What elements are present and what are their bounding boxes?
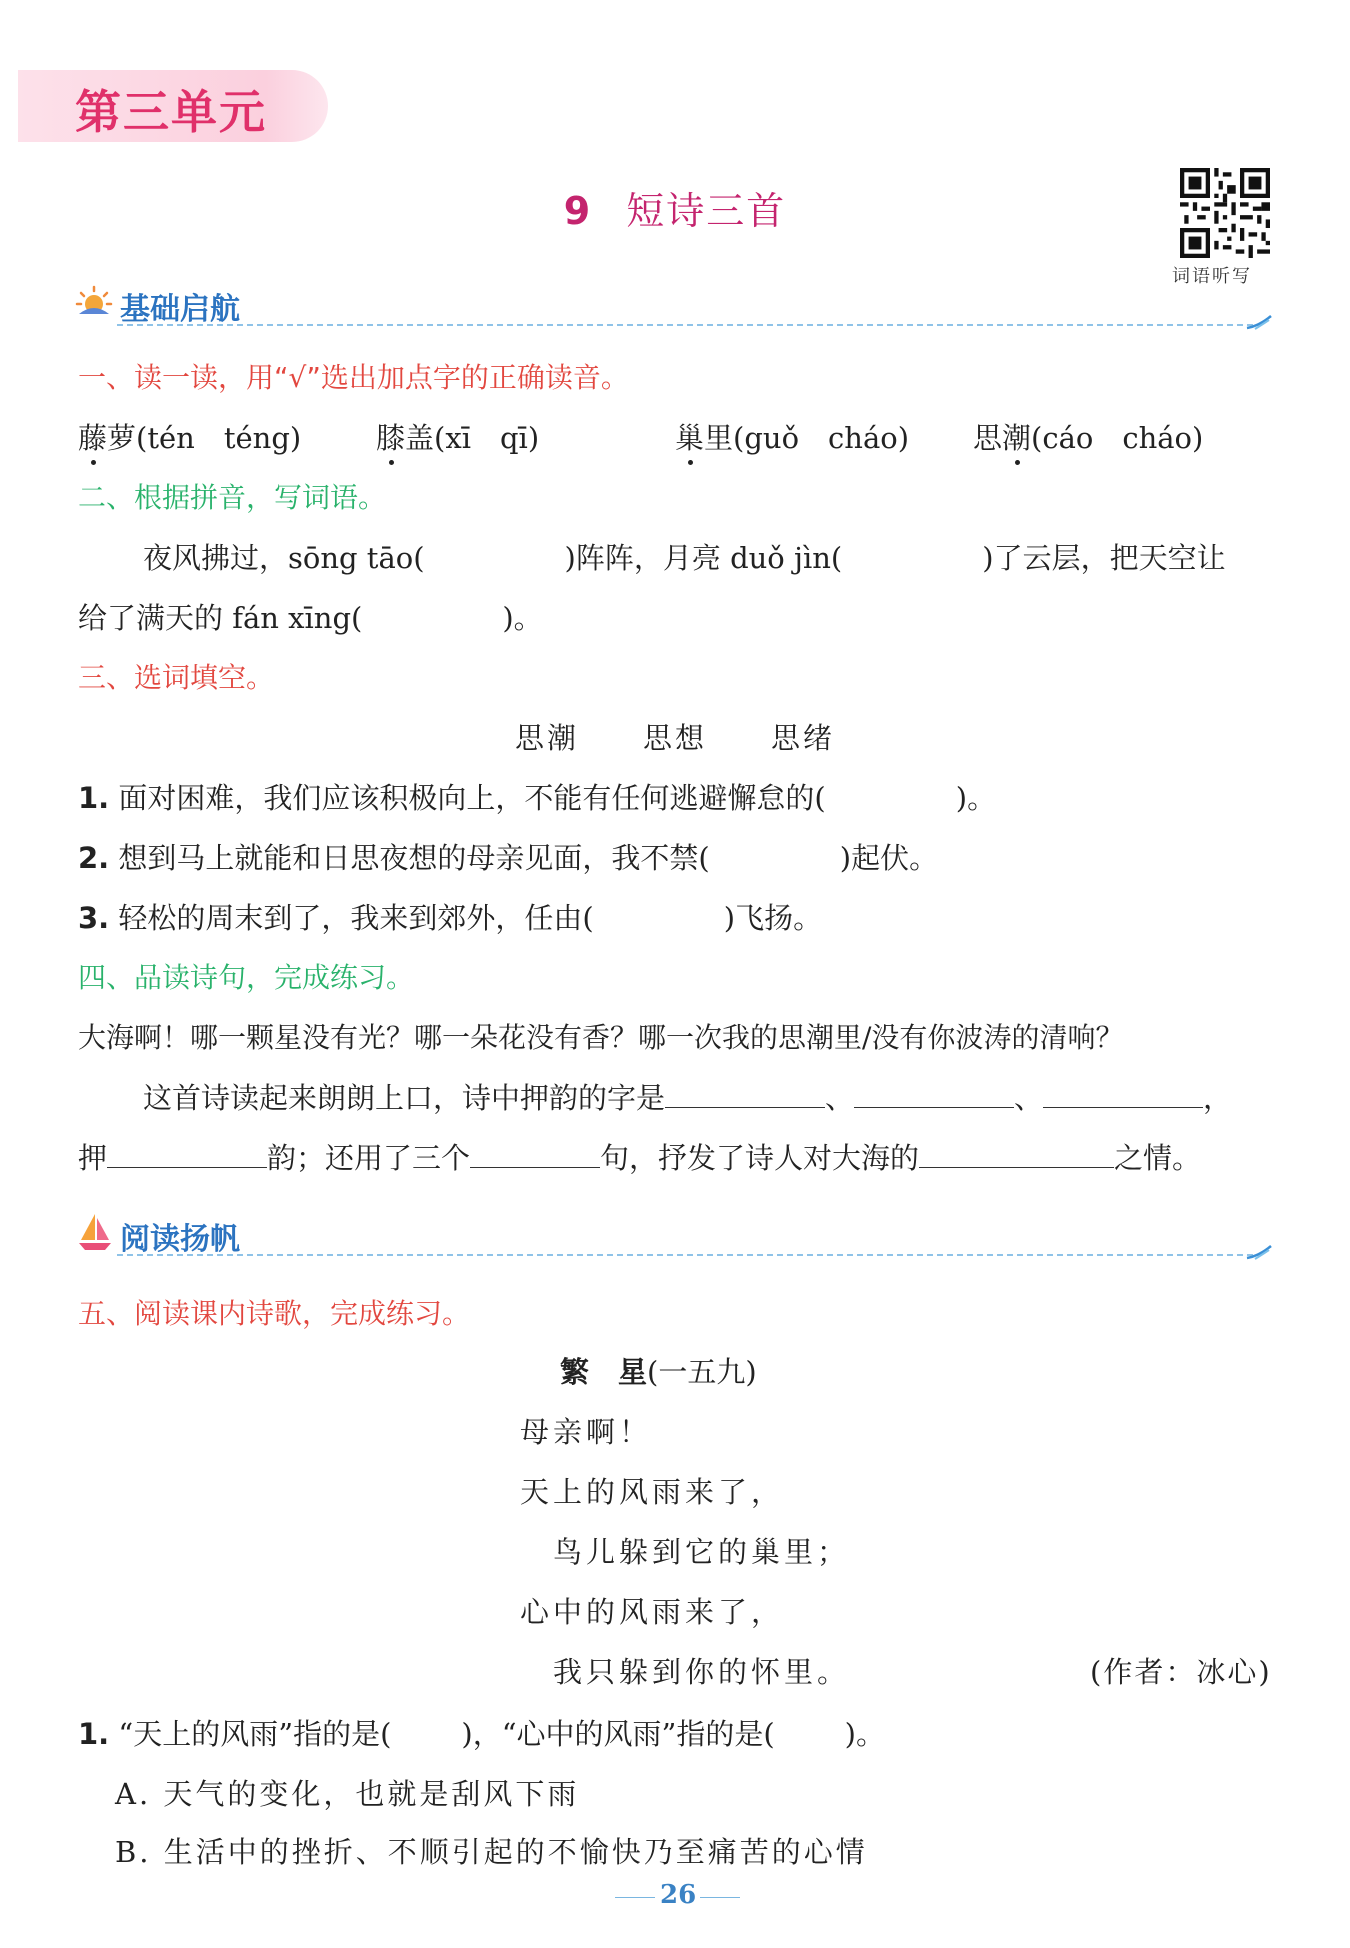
poem-line: 母亲啊！ — [520, 1415, 653, 1449]
q2-line2: 给了满天的 fán xīng( )。 — [78, 601, 543, 635]
q1-item: 思潮(cáo cháo) — [973, 416, 1203, 457]
q1-heading: 一、读一读，用“√”选出加点字的正确读音。 — [78, 361, 629, 394]
q3-item: 1. 面对困难，我们应该积极向上，不能有任何逃避懈怠的( )。 — [78, 781, 997, 815]
q2-line1: 夜风拂过，sōng tāo( )阵阵，月亮 duǒ jìn( )了云层，把天空让 — [143, 541, 1226, 575]
q4-line1: 这首诗读起来朗朗上口，诗中押韵的字是 、 、 ， — [143, 1081, 1233, 1115]
page-number: 26 — [660, 1880, 697, 1910]
qr-label: 词语听写 — [1172, 266, 1252, 287]
section-title: 基础启航 — [120, 292, 240, 327]
q5-sub1: 1. “天上的风雨”指的是( )，“心中的风雨”指的是( )。 — [78, 1717, 885, 1751]
dotted-char: 潮 — [1002, 416, 1031, 457]
sunrise-icon — [75, 284, 113, 320]
qr-code-icon[interactable] — [1180, 168, 1270, 258]
wave-icon — [1245, 1242, 1275, 1262]
option-b[interactable]: B. 生活中的挫折、不顺引起的不愉快乃至痛苦的心情 — [115, 1835, 868, 1869]
poem-line: 天上的风雨来了， — [520, 1475, 785, 1509]
answer-line[interactable] — [107, 1139, 267, 1168]
poem-title: 繁 星(一五九) — [560, 1355, 757, 1389]
answer-line[interactable] — [470, 1139, 600, 1168]
lesson-name: 短诗三首 — [626, 189, 787, 233]
pinyin-options[interactable]: (guǒ cháo) — [733, 421, 910, 455]
section-title: 阅读扬帆 — [120, 1222, 240, 1257]
section-header-reading — [75, 1212, 1275, 1256]
q2-heading: 二、根据拼音，写词语。 — [78, 481, 387, 514]
poem-line: 鸟儿躲到它的巢里； — [553, 1535, 851, 1569]
poem-line: 心中的风雨来了， — [520, 1595, 785, 1629]
q3-item: 2. 想到马上就能和日思夜想的母亲见面，我不禁( )起伏。 — [78, 841, 939, 875]
choice-word: 思想 — [643, 721, 708, 755]
q3-heading: 三、选词填空。 — [78, 661, 275, 694]
word-choices — [515, 716, 835, 757]
answer-line[interactable] — [919, 1139, 1114, 1168]
answer-line[interactable] — [1043, 1079, 1203, 1108]
q4-heading: 四、品读诗句，完成练习。 — [78, 961, 415, 994]
q4-verse: 大海啊！哪一颗星没有光？哪一朵花没有香？哪一次我的思潮里/没有你波涛的清响？ — [78, 1021, 1124, 1054]
q1-item: 巢里(guǒ cháo) — [675, 416, 909, 457]
q1-item: 膝盖(xī qī) — [376, 416, 539, 457]
dotted-char: 藤 — [78, 416, 107, 457]
choice-word: 思潮 — [515, 721, 580, 755]
pinyin-options[interactable]: (xī qī) — [434, 421, 540, 455]
q3-item: 3. 轻松的周末到了，我来到郊外，任由( )飞扬。 — [78, 901, 823, 935]
pinyin-options[interactable]: (cáo cháo) — [1031, 421, 1204, 455]
q5-heading: 五、阅读课内诗歌，完成练习。 — [78, 1297, 471, 1330]
poem-line: 我只躲到你的怀里。 — [553, 1655, 851, 1689]
lesson-title — [0, 180, 1350, 235]
dotted-char: 膝 — [376, 416, 405, 457]
wave-icon — [1245, 312, 1275, 332]
poem-author: (作者：冰心) — [1090, 1655, 1272, 1689]
choice-word: 思绪 — [771, 721, 836, 755]
sailboat-icon — [77, 1212, 113, 1252]
q4-line2: 押 韵；还用了三个 句，抒发了诗人对大海的 之情。 — [78, 1141, 1202, 1175]
dotted-char: 巢 — [675, 416, 704, 457]
section-header-basics — [75, 282, 1275, 326]
q1-item: 藤萝(tén téng) — [78, 416, 301, 457]
lesson-number: 9 — [563, 189, 593, 233]
option-a[interactable]: A. 天气的变化，也就是刮风下雨 — [115, 1777, 580, 1811]
pinyin-options[interactable]: (tén téng) — [136, 421, 302, 455]
answer-line[interactable] — [665, 1079, 825, 1108]
unit-title: 第三单元 — [75, 85, 267, 139]
answer-line[interactable] — [854, 1079, 1014, 1108]
section-divider — [117, 324, 1253, 326]
page-footer — [615, 1880, 735, 1916]
section-divider — [117, 1254, 1253, 1256]
